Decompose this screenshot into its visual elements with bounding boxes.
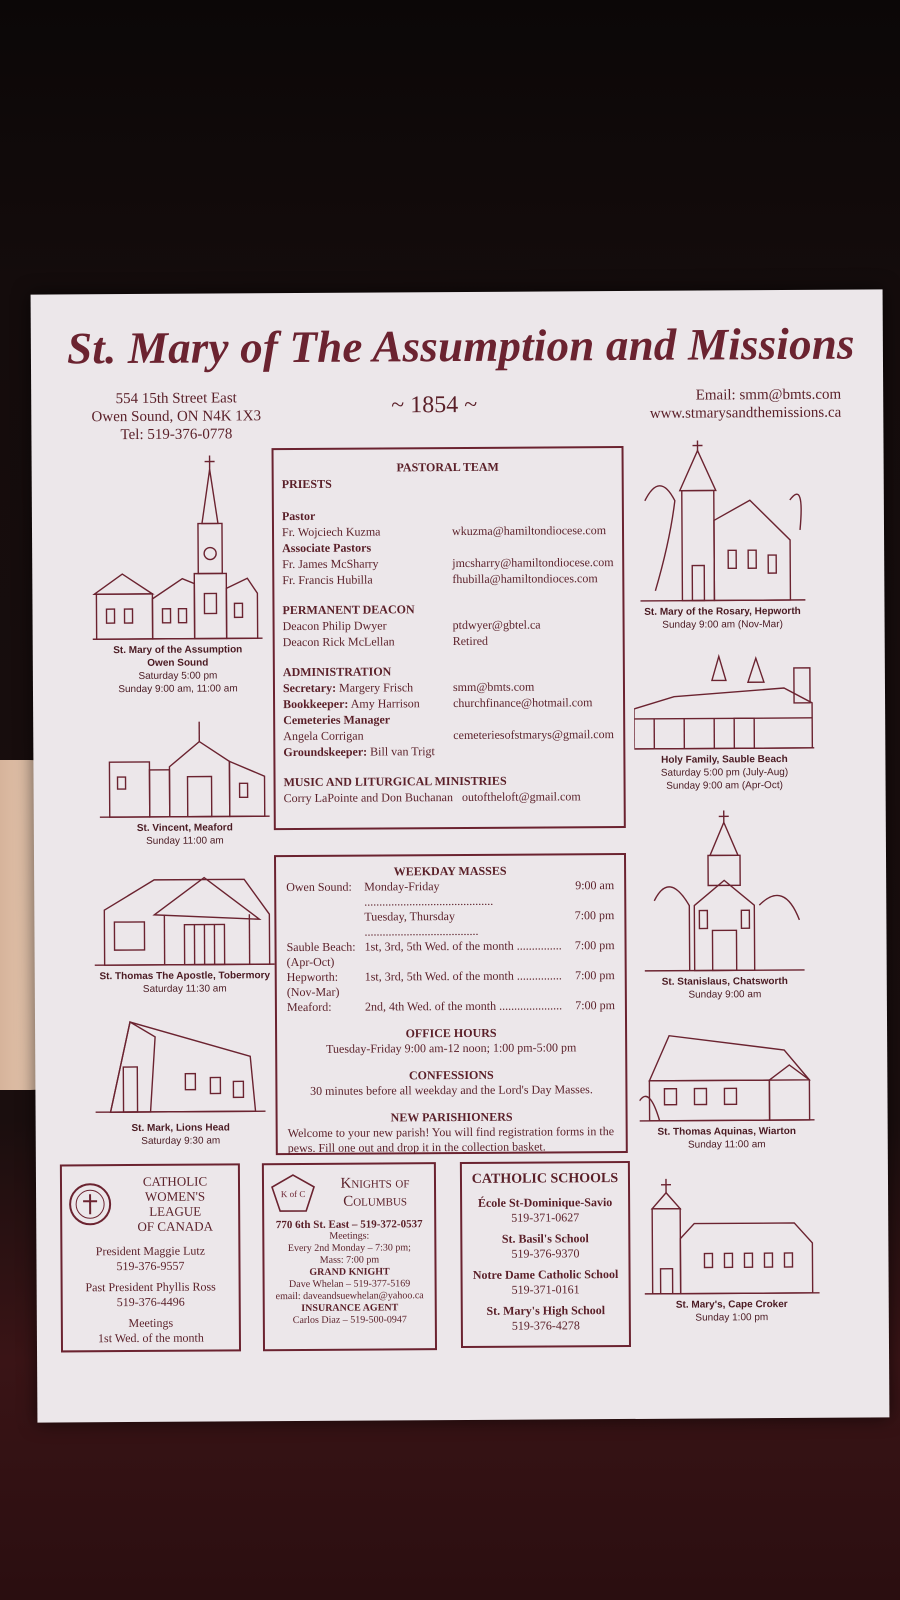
- bookkeeper-row: [283, 694, 615, 712]
- deacon-name: Deacon Philip Dwyer: [282, 618, 387, 634]
- church-name: St. Mark, Lions Head: [131, 1122, 230, 1135]
- school-name: Notre Dame Catholic School: [472, 1267, 619, 1282]
- office-hours-text: Tuesday-Friday 9:00 am-12 noon; 1:00 pm-5:00 pm: [326, 1040, 577, 1056]
- church-sketch-icon: [634, 648, 815, 754]
- cwl-box: [60, 1163, 241, 1352]
- church-st-marys-cape-croker: [636, 1178, 827, 1325]
- parish-address: [61, 389, 291, 444]
- school-phone: 519-371-0627: [511, 1210, 580, 1225]
- church-times: Sunday 9:00 am (Apr-Oct): [666, 780, 783, 792]
- admin-heading: ADMINISTRATION: [282, 664, 392, 680]
- cwl-title-2: WOMEN'S LEAGUE: [144, 1188, 206, 1219]
- mass-days: 1st, 3rd, 5th Wed. of the month ...............: [364, 968, 562, 984]
- cemeteries-label: Cemeteries Manager: [283, 712, 391, 728]
- church-times: Saturday 5:00 pm (July-Aug): [660, 766, 789, 779]
- secretary-name: Margery Frisch: [339, 680, 414, 695]
- church-st-mark: [85, 1011, 276, 1148]
- cwl-emblem-icon: [68, 1182, 112, 1226]
- church-st-vincent: [89, 721, 280, 848]
- bookkeeper-name: Amy Harrison: [350, 696, 420, 711]
- mass-row: [286, 908, 614, 940]
- parish-contact: [650, 386, 842, 423]
- telephone: Tel: 519-376-0778: [120, 426, 233, 444]
- church-holy-family: [629, 648, 820, 793]
- church-st-thomas-aquinas: [631, 1030, 822, 1152]
- school-phone: 519-376-9370: [511, 1246, 580, 1261]
- knights-title-2: Columbus: [343, 1193, 408, 1210]
- mass-row: [287, 938, 615, 955]
- pastor-name: Fr. Wojciech Kuzma: [281, 524, 381, 540]
- music-row: [284, 788, 616, 806]
- associate-name: Fr. Francis Hubilla: [282, 572, 373, 588]
- church-times: Sunday 11:00 am: [687, 1139, 766, 1151]
- church-times: Sunday 1:00 pm: [695, 1312, 769, 1324]
- knights-address: 770 6th St. East – 519-372-0537: [275, 1218, 423, 1232]
- mass-days: 1st, 3rd, 5th Wed. of the month ...............: [364, 938, 562, 954]
- music-email: outoftheloft@gmail.com: [461, 789, 581, 804]
- cemeteries-email: cemeteriesofstmarys@gmail.com: [453, 727, 614, 743]
- school-phone: 519-376-4278: [511, 1318, 580, 1333]
- pastoral-team-box: [272, 446, 626, 830]
- church-name: St. Mary of the Rosary, Hepworth: [644, 605, 801, 618]
- mass-note: (Nov-Mar): [286, 984, 340, 1000]
- church-sketch-icon: [643, 1178, 819, 1299]
- mass-days: Monday-Friday ...........................................: [364, 879, 494, 909]
- church-times: Saturday 5:00 pm: [138, 670, 218, 682]
- associate-email: jmcsharry@hamiltondiocese.com: [452, 555, 614, 571]
- catholic-schools-box: [460, 1161, 631, 1348]
- deacon-status: Retired: [452, 633, 489, 649]
- church-st-mary-rosary: [631, 440, 812, 632]
- bookkeeper-label: Bookkeeper:: [283, 696, 349, 712]
- new-parishioners-heading: NEW PARISHIONERS: [390, 1109, 513, 1125]
- mass-time: 7:00 pm: [575, 968, 615, 983]
- music-names: Corry LaPointe and Don Buchanan: [283, 790, 453, 806]
- mass-location: Hepworth:: [286, 969, 339, 985]
- church-times: Sunday 9:00 am: [688, 989, 762, 1001]
- cemeteries-name: Angela Corrigan: [283, 728, 364, 744]
- deacon-email: ptdwyer@gbtel.ca: [452, 617, 541, 633]
- cwl-title-1: CATHOLIC: [142, 1173, 208, 1189]
- cwl-past-president: Past President Phyllis Ross: [85, 1279, 216, 1295]
- insurance-agent-name: Carlos Diaz – 519-500-0947: [292, 1314, 407, 1327]
- website: www.stmarysandthemissions.ca: [649, 404, 842, 422]
- mass-row: [286, 878, 614, 910]
- knights-emblem-text: K of C: [280, 1188, 306, 1200]
- church-times: Saturday 9:30 am: [141, 1135, 221, 1147]
- church-name: St. Thomas The Apostle, Tobermory: [99, 970, 271, 983]
- church-name: St. Vincent, Meaford: [136, 822, 233, 834]
- grand-knight-email: email: daveandsuewhelan@yahoo.ca: [275, 1290, 424, 1303]
- knights-of-columbus-box: [262, 1162, 437, 1351]
- mass-time: 7:00 pm: [574, 908, 615, 923]
- mass-location: Owen Sound:: [286, 879, 352, 895]
- church-st-thomas-apostle: [84, 859, 285, 996]
- mass-location: Sauble Beach:: [286, 939, 356, 955]
- schools-heading: CATHOLIC SCHOOLS: [471, 1171, 619, 1187]
- priests-heading: PRIESTS: [281, 476, 332, 492]
- church-place: Owen Sound: [147, 657, 209, 669]
- bookkeeper-email: churchfinance@hotmail.com: [453, 695, 593, 711]
- church-sketch-icon: [95, 1011, 266, 1122]
- mass-time: 9:00 am: [575, 878, 615, 893]
- cwl-past-president-phone: 519-376-4496: [116, 1294, 185, 1310]
- church-name: St. Mary's, Cape Croker: [675, 1299, 788, 1311]
- mass-days: Tuesday, Thursday ......................................: [364, 909, 479, 939]
- groundskeeper-label: Groundskeeper:: [283, 744, 368, 760]
- new-parishioners-text: Welcome to your new parish! You will find registration forms in the pews. Fill one out and drop it in the collection basket.: [287, 1124, 615, 1156]
- parish-title: St. Mary of The Assumption and Missions: [66, 318, 855, 374]
- church-sketch-icon: [639, 440, 805, 606]
- office-hours-heading: OFFICE HOURS: [405, 1025, 497, 1041]
- church-name: St. Stanislaus, Chatsworth: [661, 975, 788, 988]
- deacon-name: Deacon Rick McLellan: [282, 634, 395, 650]
- church-times: Sunday 9:00 am (Nov-Mar): [662, 619, 783, 631]
- address-line-1: 554 15th Street East: [115, 390, 237, 408]
- bulletin-page: [31, 289, 890, 1422]
- church-times: Sunday 11:00 am: [146, 835, 224, 847]
- knights-title-1: Knights of: [340, 1175, 410, 1192]
- church-times: Saturday 11:30 am: [142, 983, 227, 995]
- knights-mass-text: Mass: 7:00 pm: [319, 1254, 380, 1266]
- confessions-heading: CONFESSIONS: [408, 1067, 494, 1083]
- secretary-label: Secretary:: [282, 680, 337, 696]
- pastor-email: wkuzma@hamiltondiocese.com: [451, 523, 607, 539]
- cwl-meetings-text: 1st Wed. of the month: [97, 1330, 204, 1346]
- pastor-label: Pastor: [281, 508, 316, 524]
- deacon-heading: PERMANENT DEACON: [282, 602, 415, 618]
- weekday-masses-box: [274, 853, 628, 1155]
- mass-time: 7:00 pm: [574, 938, 615, 953]
- school-phone: 519-371-0161: [511, 1282, 580, 1297]
- mass-location: Meaford:: [286, 999, 332, 1015]
- knights-emblem-icon: [270, 1173, 316, 1213]
- church-st-mary-assumption: [82, 453, 273, 696]
- school-name: St. Mary's High School: [486, 1303, 606, 1318]
- founding-year: ~ 1854 ~: [391, 391, 478, 419]
- school-name: École St-Dominique-Savio: [477, 1195, 613, 1210]
- pastoral-team-heading: PASTORAL TEAM: [396, 459, 499, 475]
- deacon-row: [283, 632, 615, 650]
- associate-row: [282, 570, 614, 588]
- mass-note: (Apr-Oct): [286, 954, 335, 970]
- church-name: St. Thomas Aquinas, Wiarton: [657, 1125, 796, 1138]
- school-name: St. Basil's School: [501, 1231, 589, 1246]
- church-sketch-icon: [92, 453, 263, 644]
- church-name: St. Mary of the Assumption: [113, 644, 243, 657]
- cwl-title-3: OF CANADA: [137, 1218, 214, 1234]
- mass-time: 7:00 pm: [575, 998, 615, 1013]
- mass-days: 2nd, 4th Wed. of the month .....................: [364, 998, 563, 1014]
- knights-meetings-text: Every 2nd Monday – 7:30 pm;: [287, 1242, 411, 1255]
- church-st-stanislaus: [634, 810, 815, 1002]
- secretary-email: smm@bmts.com: [452, 679, 535, 695]
- mass-row: [287, 968, 615, 985]
- associate-email: fhubilla@hamiltondioces.com: [452, 571, 598, 587]
- mass-row: [287, 998, 615, 1015]
- cwl-president-phone: 519-376-9557: [116, 1258, 185, 1274]
- church-times: Sunday 9:00 am, 11:00 am: [118, 683, 238, 696]
- church-sketch-icon: [99, 721, 270, 822]
- knights-meetings-label: Meetings:: [329, 1230, 370, 1242]
- cemeteries-row: [283, 726, 615, 744]
- cwl-meetings-label: Meetings: [128, 1315, 174, 1331]
- insurance-agent-label: INSURANCE AGENT: [301, 1302, 399, 1314]
- cwl-president: President Maggie Lutz: [95, 1243, 206, 1259]
- church-sketch-icon: [644, 810, 805, 976]
- associate-label: Associate Pastors: [282, 540, 372, 556]
- church-sketch-icon: [94, 859, 275, 970]
- church-sketch-icon: [639, 1030, 815, 1126]
- associate-name: Fr. James McSharry: [282, 556, 379, 572]
- groundskeeper-name: Bill van Trigt: [370, 744, 435, 759]
- confessions-text: 30 minutes before all weekday and the Lord's Day Masses.: [310, 1082, 593, 1098]
- weekday-heading: WEEKDAY MASSES: [393, 863, 507, 879]
- pastor-row: [282, 522, 614, 540]
- music-heading: MUSIC AND LITURGICAL MINISTRIES: [283, 773, 507, 790]
- church-name: Holy Family, Sauble Beach: [661, 753, 788, 766]
- email: Email: smm@bmts.com: [695, 386, 842, 404]
- grand-knight-name: Dave Whelan – 519-377-5169: [288, 1278, 411, 1291]
- address-line-2: Owen Sound, ON N4K 1X3: [91, 408, 262, 426]
- grand-knight-label: GRAND KNIGHT: [309, 1266, 390, 1278]
